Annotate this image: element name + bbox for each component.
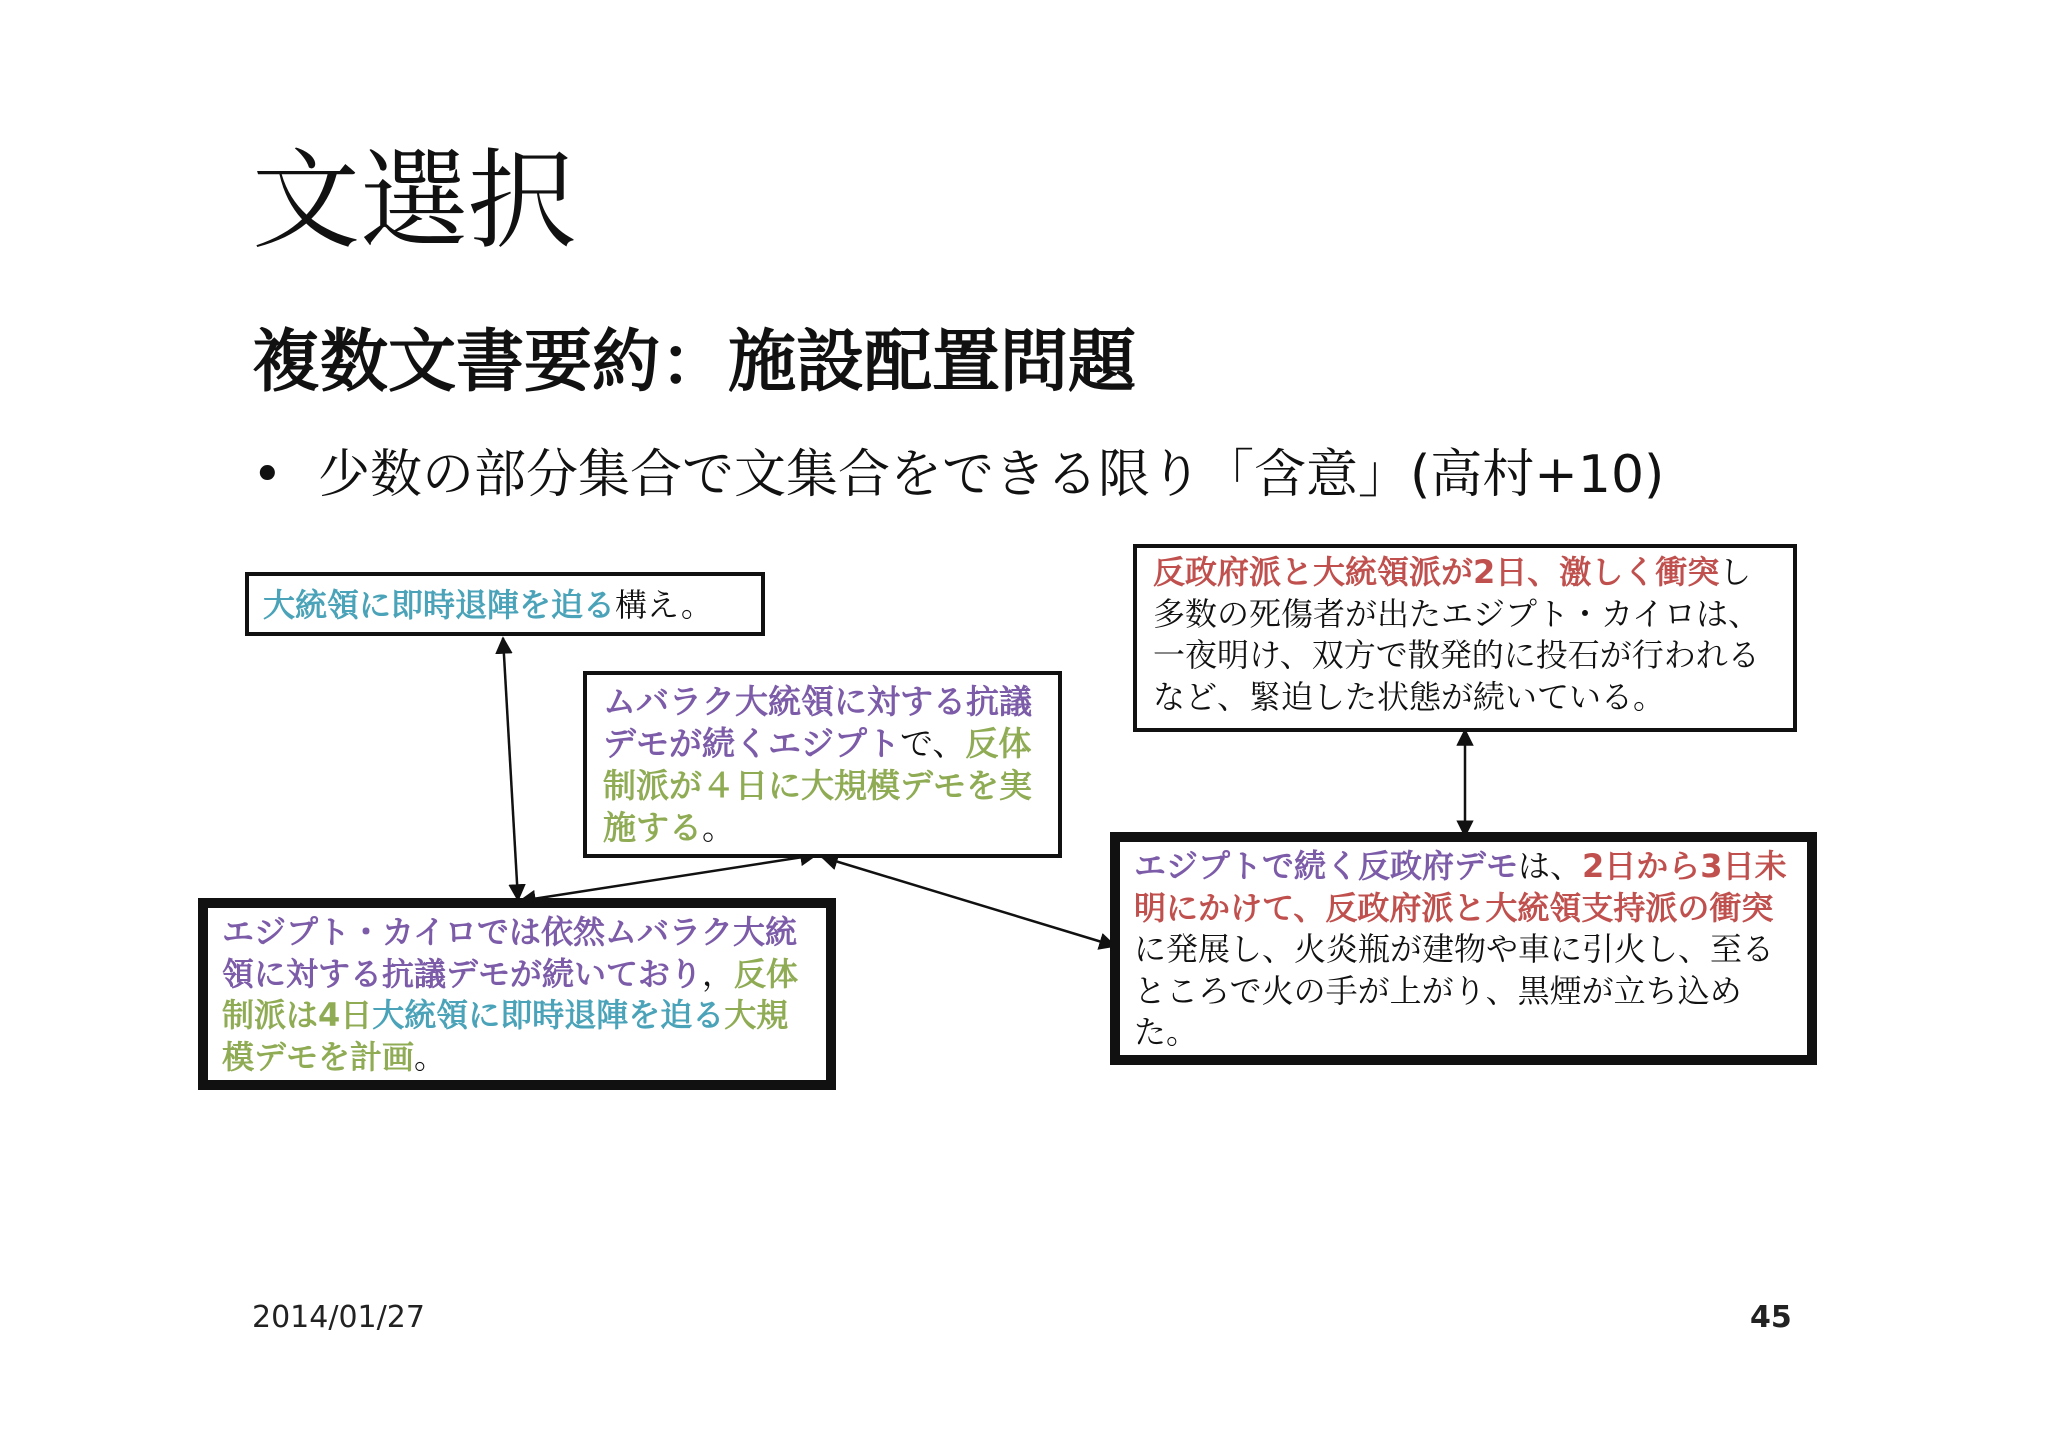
sentence-fragment: 構え。 xyxy=(615,586,713,624)
sentence-fragment: 反体制派は4日 xyxy=(222,954,799,1035)
arrow-topleft-bottomleft xyxy=(503,638,518,900)
slide-subtitle: 複数文書要約：施設配置問題 xyxy=(252,323,1137,402)
sentence-fragment: は、 xyxy=(1518,847,1583,885)
sentence-fragment: 大規模デモを計画 xyxy=(222,996,789,1076)
sentence-fragment: エジプト・カイロでは依然ムバラク大統領に対する抗議デモが続いており xyxy=(222,913,798,993)
sentence-box-bottom-right xyxy=(1110,832,1817,1065)
sentence-fragment: し多数の死傷者が出たエジプト・カイロは、一夜明け、双方で散発的に投石が行われるなど、緊迫した状態が続いている。 xyxy=(1153,553,1761,716)
sentence-fragment: 。 xyxy=(702,807,735,847)
sentence-fragment: 大統領に即時退陣を迫る xyxy=(263,586,616,624)
arrow-middle-bottomleft xyxy=(520,855,816,901)
sentence-box-bottom-left xyxy=(198,898,836,1090)
sentence-fragment: エジプトで続く反政府デモ xyxy=(1134,847,1519,885)
sentence-fragment: 反政府派と大統領派が2日、激しく衝突 xyxy=(1153,553,1720,591)
sentence-fragment: 反体制派が４日に大規模デモを実施する xyxy=(603,723,1032,847)
bullet-text: 少数の部分集合で文集合をできる限り「含意」(高村+10) xyxy=(318,445,1665,505)
sentence-fragment: に発展し、火炎瓶が建物や車に引火し、至るところで火の手が上がり、黒煙が立ち込めた。 xyxy=(1134,930,1775,1052)
footer-date: 2014/01/27 xyxy=(252,1300,425,1335)
sentence-box-top-left xyxy=(245,572,765,636)
sentence-box-middle xyxy=(583,671,1062,858)
sentence-fragment: で、 xyxy=(900,723,966,763)
sentence-fragment: ムバラク大統領に対する抗議デモが続くエジプト xyxy=(603,682,1032,763)
sentence-fragment: 大統領に即時退陣を迫る xyxy=(372,996,725,1035)
bullet-marker: • xyxy=(252,445,283,505)
slide-title: 文選択 xyxy=(252,139,577,264)
sentence-fragment: ， xyxy=(702,954,735,993)
sentence-fragment: 2日から3日未明にかけて、反政府派と大統領支持派の衝突 xyxy=(1134,847,1787,927)
sentence-fragment: 。 xyxy=(414,1037,447,1076)
page-number: 45 xyxy=(1750,1300,1792,1335)
sentence-box-top-right xyxy=(1133,544,1797,732)
arrow-middle-bottomright xyxy=(822,857,1115,946)
